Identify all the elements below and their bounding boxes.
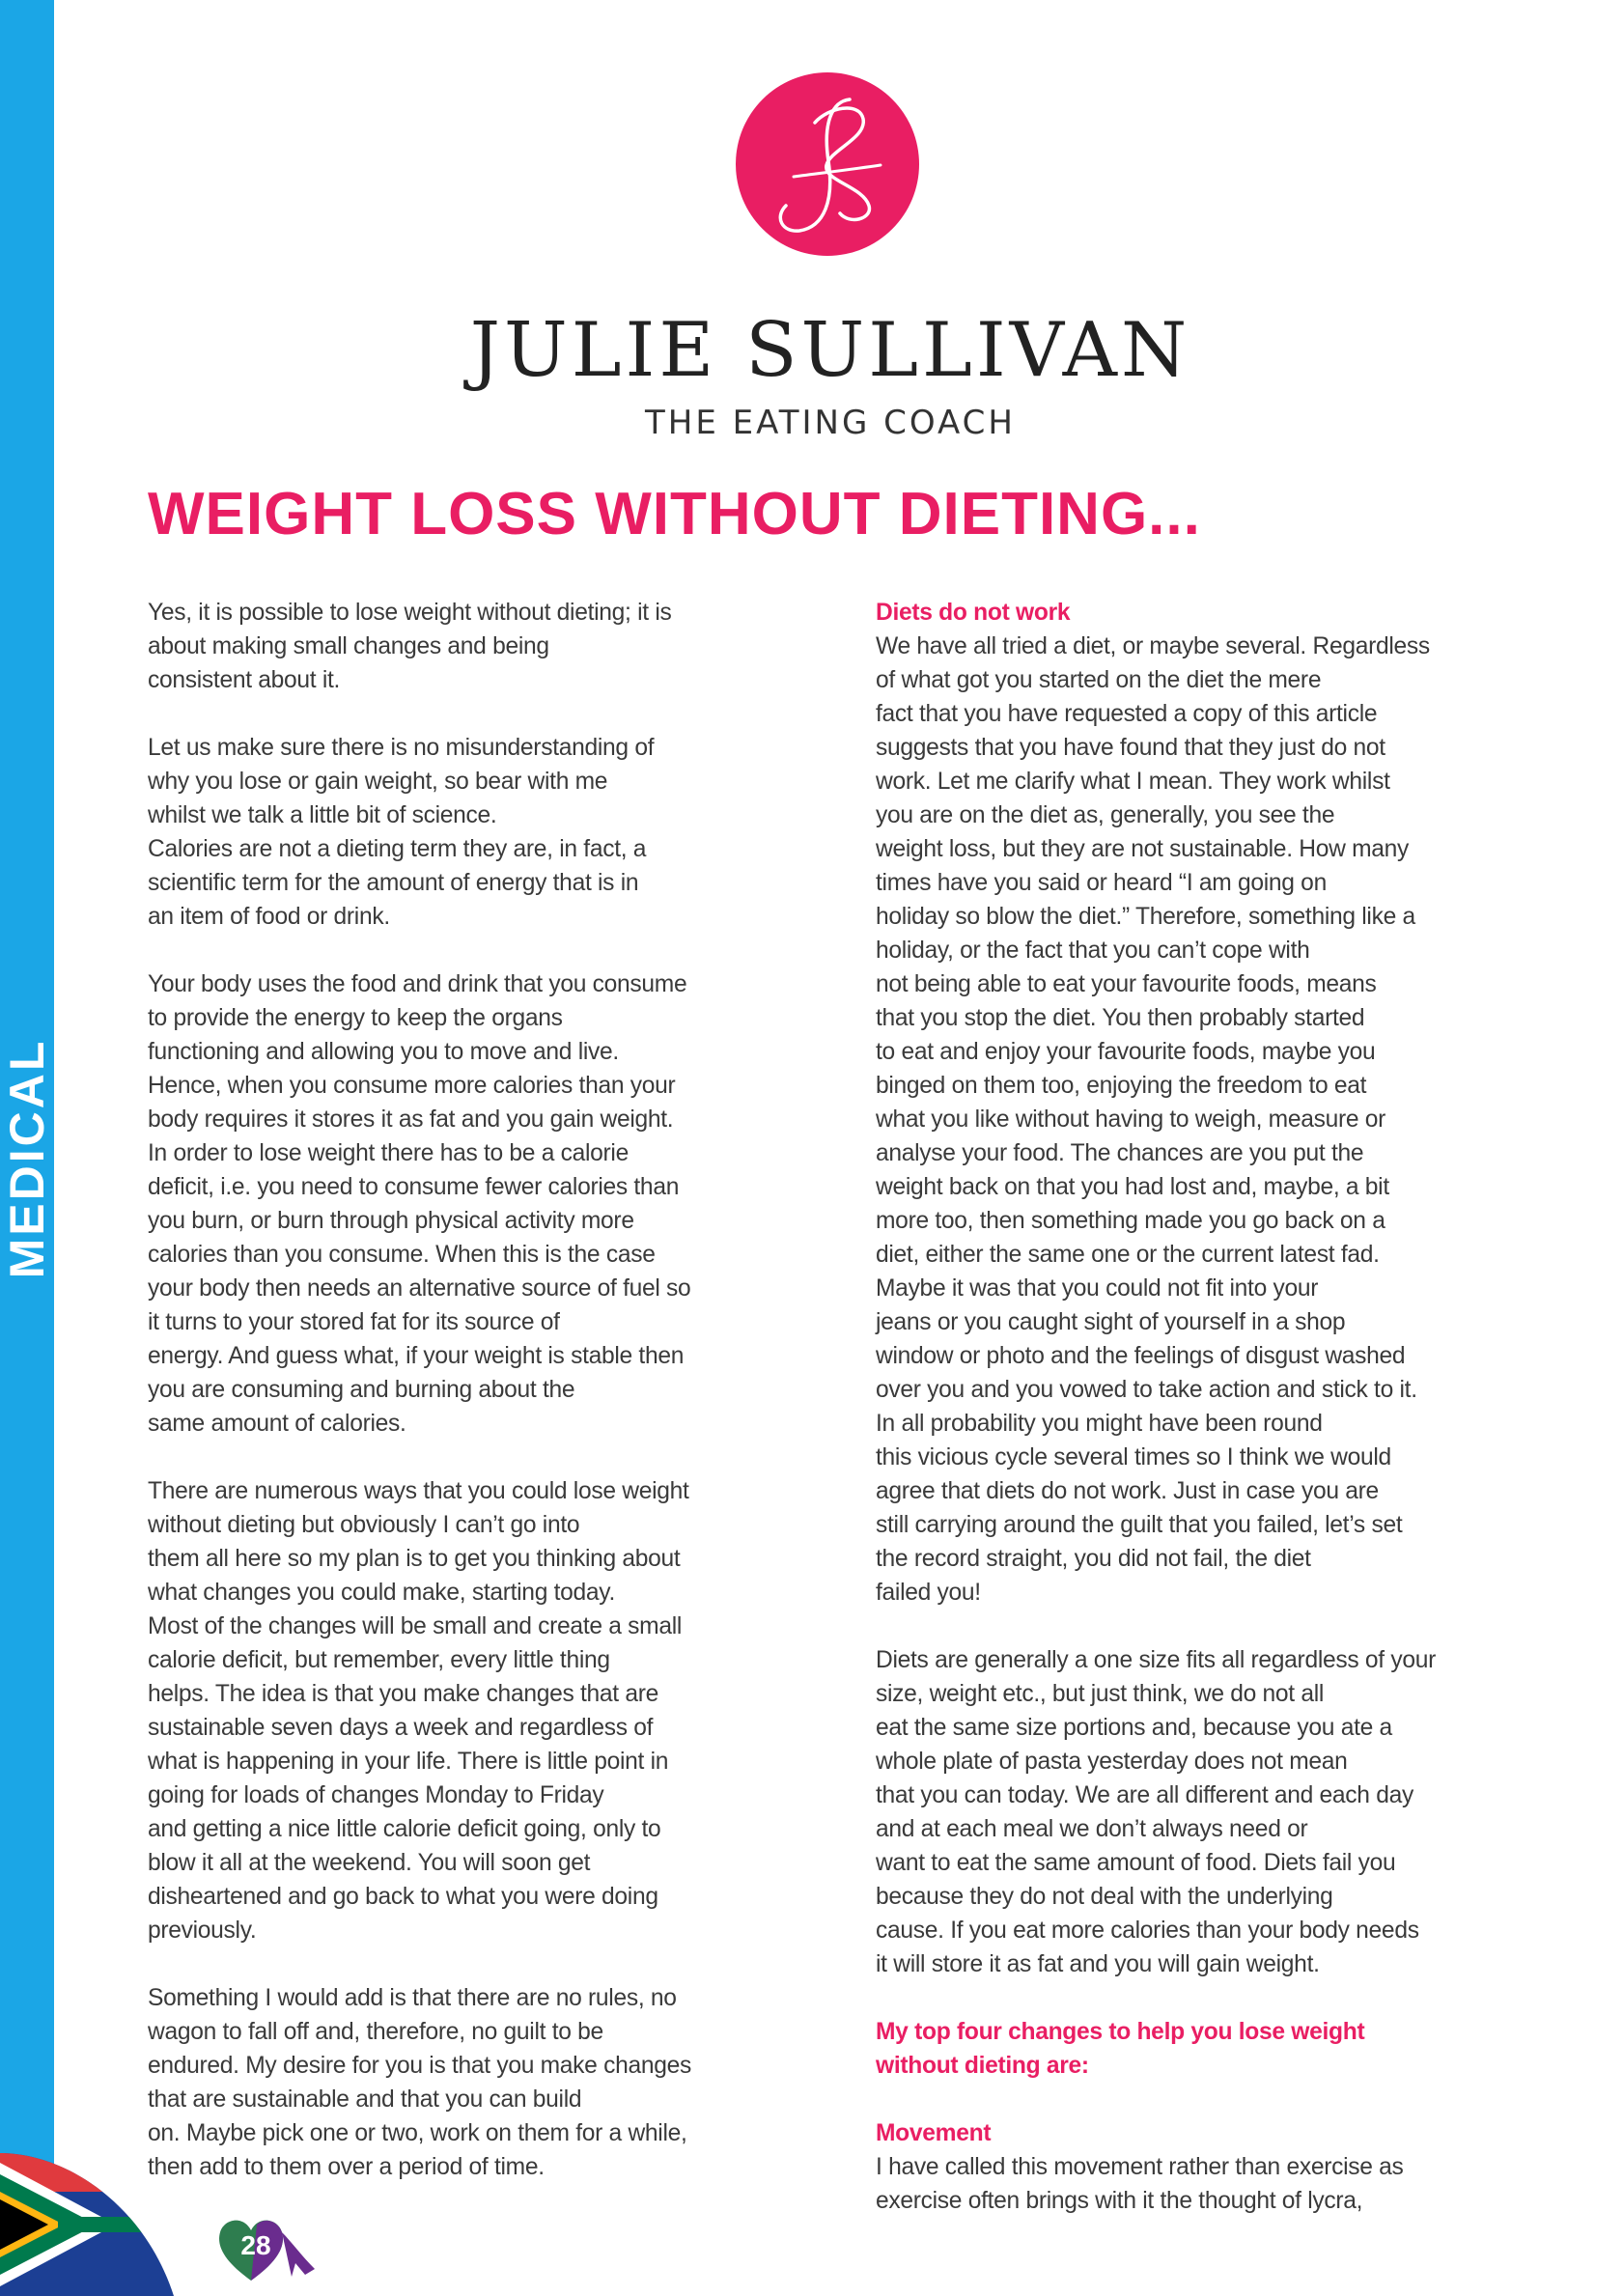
article-title: WEIGHT LOSS WITHOUT DIETING...	[148, 481, 1201, 547]
brand-name: JULIE SULLIVAN	[469, 307, 1191, 394]
paragraph: Diets are generally a one size fits all regardless of your size, weight etc., but just think, we do not all eat the same size portions and, because you ate a whole plate of pasta yesterday does not mean that you can today. We are all different and each day and at each meal we don’t always need or want to eat the same amount of food. Diets fail you because they do not deal with the underlying cause. If you eat more calories than your body needs it will store it as fat and you will gain weight.	[876, 1647, 1436, 1977]
paragraph: Something I would add is that there are no rules, no wagon to fall off and, therefore, no guilt to be endured. My desire for you is that you make changes that are sustainable and that you can build on. Maybe pick one or two, work on them for a while, then add to them over a period of time.	[148, 1985, 691, 2180]
paragraph: Your body uses the food and drink that you consume to provide the energy to keep the organs functioning and allowing you to move and live. Hence, when you consume more calories than your body requires it stores it as fat and you gain weight. In order to lose weight there has to be a calorie deficit, i.e. you need to consume fewer calories than you burn, or burn through physical activity more calories than you consume. When this is the case your body then needs an alternative source of fuel so it turns to your stored fat for its source of energy. And guess what, if your weight is stable then you are consuming and burning about the same amount of calories.	[148, 971, 691, 1437]
brand-tagline: THE EATING COACH	[645, 404, 1016, 442]
paragraph: I have called this movement rather than exercise as exercise often brings with it the thought of lycra,	[876, 2154, 1404, 2214]
paragraph: There are numerous ways that you could lose weight without dieting but obviously I can’t go into them all here so my plan is to get you thinking about what changes you could make, starting today. Most of the changes will be small and create a small calorie deficit, but remember, every little thing helps. The idea is that you make changes that are sustainable seven days a week and regardless of what is happening in your life. There is little point in going for loads of changes Monday to Friday and getting a nice little calorie deficit going, only to blow it all at the weekend. You will soon get disheartened and go back to what you were doing previously.	[148, 1478, 689, 1944]
section-label	[0, 1038, 54, 1279]
section-heading: Movement	[876, 2120, 992, 2146]
section-heading: My top four changes to help you lose weight without dieting are:	[876, 2019, 1365, 2079]
south-africa-flag-icon	[0, 2153, 174, 2296]
page-number: 28	[240, 2230, 271, 2260]
paragraph: Yes, it is possible to lose weight without dieting; it is about making small changes and being consistent about it.	[148, 600, 672, 693]
right-column	[876, 596, 1494, 2218]
left-column	[148, 596, 766, 2184]
section-heading: Diets do not work	[876, 600, 1071, 626]
paragraph: We have all tried a diet, or maybe several. Regardless of what got you started on the diet the mere fact that you have requested a copy of this article suggests that you have found that they just do not work. Let me clarify what I mean. They work whilst you are on the diet as, generally, you see the weight loss, but they are not sustainable. How many times have you said or heard “I am going on holiday so blow the diet.” Therefore, something like a holiday, or the fact that you can’t cope with not being able to eat your favourite foods, means that you stop the diet. You then probably started to eat and enjoy your favourite foods, maybe you binged on them too, enjoying the freedom to eat what you like without having to weigh, measure or analyse your food. The chances are you put the weight back on that you had lost and, maybe, a bit more too, then something made you go back on a diet, either the same one or the current latest fad. Maybe it was that you could not fit into your jeans or you caught sight of yourself in a shop window or photo and the feelings of disgust washed over you and you vowed to take action and stick to it. In all probability you might have been round this vicious cycle several times so I think we would agree that diets do not work. Just in case you are still carrying around the guilt that you failed, let’s set the record straight, you did not fail, the diet failed you!	[876, 633, 1430, 1606]
section-label-text: MEDICAL	[0, 1038, 54, 1279]
js-monogram-icon	[736, 72, 919, 256]
paragraph: Let us make sure there is no misunderstanding of why you lose or gain weight, so bear with me whilst we talk a little bit of science. Calories are not a dieting term they are, in fact, a scientific term for the amount of energy that is in an item of food or drink.	[148, 735, 655, 930]
